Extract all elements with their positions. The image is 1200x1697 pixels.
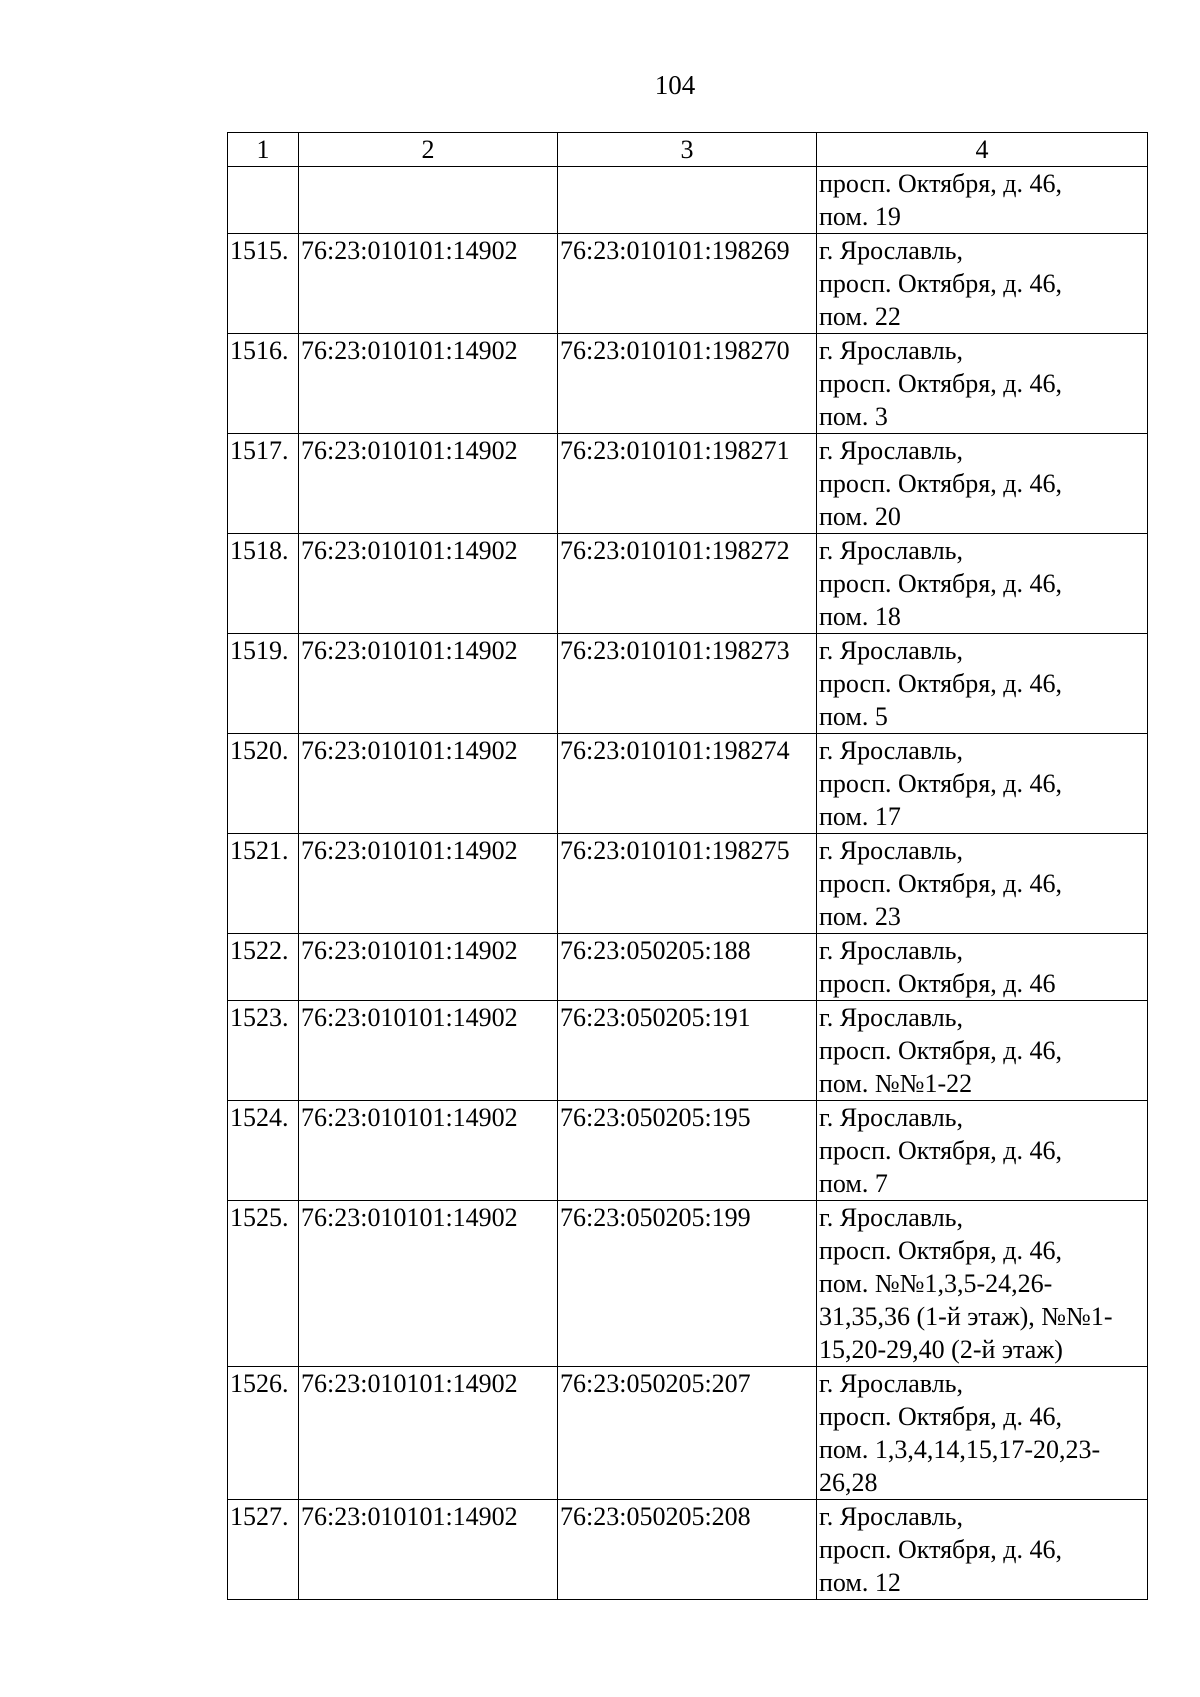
address-cell xyxy=(817,234,1148,334)
table-header-row xyxy=(228,133,1148,167)
address-line: г. Ярославль, xyxy=(819,736,964,765)
table-row xyxy=(228,167,1148,234)
table-row xyxy=(228,1001,1148,1101)
address-cell xyxy=(817,1201,1148,1367)
row-number-cell: 1527. xyxy=(228,1500,299,1600)
object-number-cell: 76:23:050205:188 xyxy=(558,934,817,1001)
address-line: пом. 7 xyxy=(819,1169,888,1198)
column-header-1: 1 xyxy=(228,133,299,167)
row-number-cell xyxy=(228,167,299,234)
table-row xyxy=(228,234,1148,334)
address-line: просп. Октября, д. 46, xyxy=(819,169,1062,198)
parcel-number-cell: 76:23:010101:14902 xyxy=(299,1201,558,1367)
row-number-cell: 1515. xyxy=(228,234,299,334)
row-number-cell: 1517. xyxy=(228,434,299,534)
address-cell xyxy=(817,334,1148,434)
row-number-cell: 1516. xyxy=(228,334,299,434)
address-line: просп. Октября, д. 46, xyxy=(819,1402,1062,1431)
parcel-number-cell: 76:23:010101:14902 xyxy=(299,934,558,1001)
row-number-cell: 1519. xyxy=(228,634,299,734)
parcel-number-cell: 76:23:010101:14902 xyxy=(299,334,558,434)
address-line: просп. Октября, д. 46, xyxy=(819,1136,1062,1165)
parcel-number-cell: 76:23:010101:14902 xyxy=(299,1500,558,1600)
address-line: просп. Октября, д. 46, xyxy=(819,769,1062,798)
address-line: 26,28 xyxy=(819,1468,878,1497)
object-number-cell: 76:23:050205:199 xyxy=(558,1201,817,1367)
address-line: просп. Октября, д. 46, xyxy=(819,1036,1062,1065)
address-line: пом. 19 xyxy=(819,202,901,231)
address-line: просп. Октября, д. 46, xyxy=(819,869,1062,898)
address-line: просп. Октября, д. 46, xyxy=(819,1236,1062,1265)
registry-table xyxy=(227,132,1148,1600)
address-cell xyxy=(817,1500,1148,1600)
address-line: г. Ярославль, xyxy=(819,1103,964,1132)
address-line: г. Ярославль, xyxy=(819,836,964,865)
table-row xyxy=(228,1500,1148,1600)
parcel-number-cell xyxy=(299,167,558,234)
parcel-number-cell: 76:23:010101:14902 xyxy=(299,1001,558,1101)
address-line: г. Ярославль, xyxy=(819,1203,964,1232)
address-cell xyxy=(817,834,1148,934)
address-line: г. Ярославль, xyxy=(819,536,964,565)
parcel-number-cell: 76:23:010101:14902 xyxy=(299,234,558,334)
parcel-number-cell: 76:23:010101:14902 xyxy=(299,534,558,634)
page-number: 104 xyxy=(654,70,696,100)
object-number-cell xyxy=(558,167,817,234)
address-cell xyxy=(817,1101,1148,1201)
address-line: пом. №№1-22 xyxy=(819,1069,973,1098)
table-row xyxy=(228,1101,1148,1201)
address-line: просп. Октября, д. 46, xyxy=(819,569,1062,598)
address-cell xyxy=(817,534,1148,634)
address-line: просп. Октября, д. 46, xyxy=(819,1535,1062,1564)
address-line: пом. 18 xyxy=(819,602,901,631)
address-line: пом. 17 xyxy=(819,802,901,831)
table-row xyxy=(228,1201,1148,1367)
address-line: пом. 3 xyxy=(819,402,888,431)
column-header-2: 2 xyxy=(299,133,558,167)
address-line: 31,35,36 (1-й этаж), №№1- xyxy=(819,1302,1113,1331)
address-cell xyxy=(817,167,1148,234)
table-body xyxy=(228,167,1148,1600)
table-row xyxy=(228,1367,1148,1500)
parcel-number-cell: 76:23:010101:14902 xyxy=(299,1367,558,1500)
address-line: г. Ярославль, xyxy=(819,436,964,465)
object-number-cell: 76:23:010101:198272 xyxy=(558,534,817,634)
address-line: пом. 1,3,4,14,15,17-20,23- xyxy=(819,1435,1101,1464)
row-number-cell: 1521. xyxy=(228,834,299,934)
address-line: просп. Октября, д. 46 xyxy=(819,969,1056,998)
address-line: пом. 20 xyxy=(819,502,901,531)
row-number-cell: 1520. xyxy=(228,734,299,834)
object-number-cell: 76:23:050205:195 xyxy=(558,1101,817,1201)
object-number-cell: 76:23:050205:191 xyxy=(558,1001,817,1101)
row-number-cell: 1525. xyxy=(228,1201,299,1367)
column-header-3: 3 xyxy=(558,133,817,167)
parcel-number-cell: 76:23:010101:14902 xyxy=(299,434,558,534)
address-line: просп. Октября, д. 46, xyxy=(819,269,1062,298)
address-line: г. Ярославль, xyxy=(819,336,964,365)
address-line: просп. Октября, д. 46, xyxy=(819,369,1062,398)
table-row xyxy=(228,334,1148,434)
object-number-cell: 76:23:010101:198269 xyxy=(558,234,817,334)
address-line: пом. 23 xyxy=(819,902,901,931)
row-number-cell: 1526. xyxy=(228,1367,299,1500)
address-line: г. Ярославль, xyxy=(819,236,964,265)
table-row xyxy=(228,834,1148,934)
address-line: г. Ярославль, xyxy=(819,1369,964,1398)
address-line: г. Ярославль, xyxy=(819,636,964,665)
address-cell xyxy=(817,1001,1148,1101)
address-cell xyxy=(817,934,1148,1001)
address-line: пом. 22 xyxy=(819,302,901,331)
address-line: г. Ярославль, xyxy=(819,1003,964,1032)
address-line: пом. 12 xyxy=(819,1568,901,1597)
address-line: пом. 5 xyxy=(819,702,888,731)
address-line: пом. №№1,3,5-24,26- xyxy=(819,1269,1053,1298)
table-row xyxy=(228,634,1148,734)
object-number-cell: 76:23:050205:208 xyxy=(558,1500,817,1600)
address-cell xyxy=(817,734,1148,834)
parcel-number-cell: 76:23:010101:14902 xyxy=(299,734,558,834)
address-line: 15,20-29,40 (2-й этаж) xyxy=(819,1335,1063,1364)
table-row xyxy=(228,934,1148,1001)
table-row xyxy=(228,434,1148,534)
object-number-cell: 76:23:010101:198275 xyxy=(558,834,817,934)
address-cell xyxy=(817,1367,1148,1500)
object-number-cell: 76:23:010101:198271 xyxy=(558,434,817,534)
parcel-number-cell: 76:23:010101:14902 xyxy=(299,634,558,734)
row-number-cell: 1524. xyxy=(228,1101,299,1201)
address-line: просп. Октября, д. 46, xyxy=(819,469,1062,498)
address-line: г. Ярославль, xyxy=(819,1502,964,1531)
address-cell xyxy=(817,434,1148,534)
table-row xyxy=(228,734,1148,834)
object-number-cell: 76:23:010101:198270 xyxy=(558,334,817,434)
row-number-cell: 1522. xyxy=(228,934,299,1001)
address-line: просп. Октября, д. 46, xyxy=(819,669,1062,698)
address-cell xyxy=(817,634,1148,734)
object-number-cell: 76:23:010101:198273 xyxy=(558,634,817,734)
object-number-cell: 76:23:050205:207 xyxy=(558,1367,817,1500)
column-header-4: 4 xyxy=(817,133,1148,167)
row-number-cell: 1523. xyxy=(228,1001,299,1101)
row-number-cell: 1518. xyxy=(228,534,299,634)
table-row xyxy=(228,534,1148,634)
parcel-number-cell: 76:23:010101:14902 xyxy=(299,834,558,934)
parcel-number-cell: 76:23:010101:14902 xyxy=(299,1101,558,1201)
object-number-cell: 76:23:010101:198274 xyxy=(558,734,817,834)
address-line: г. Ярославль, xyxy=(819,936,964,965)
